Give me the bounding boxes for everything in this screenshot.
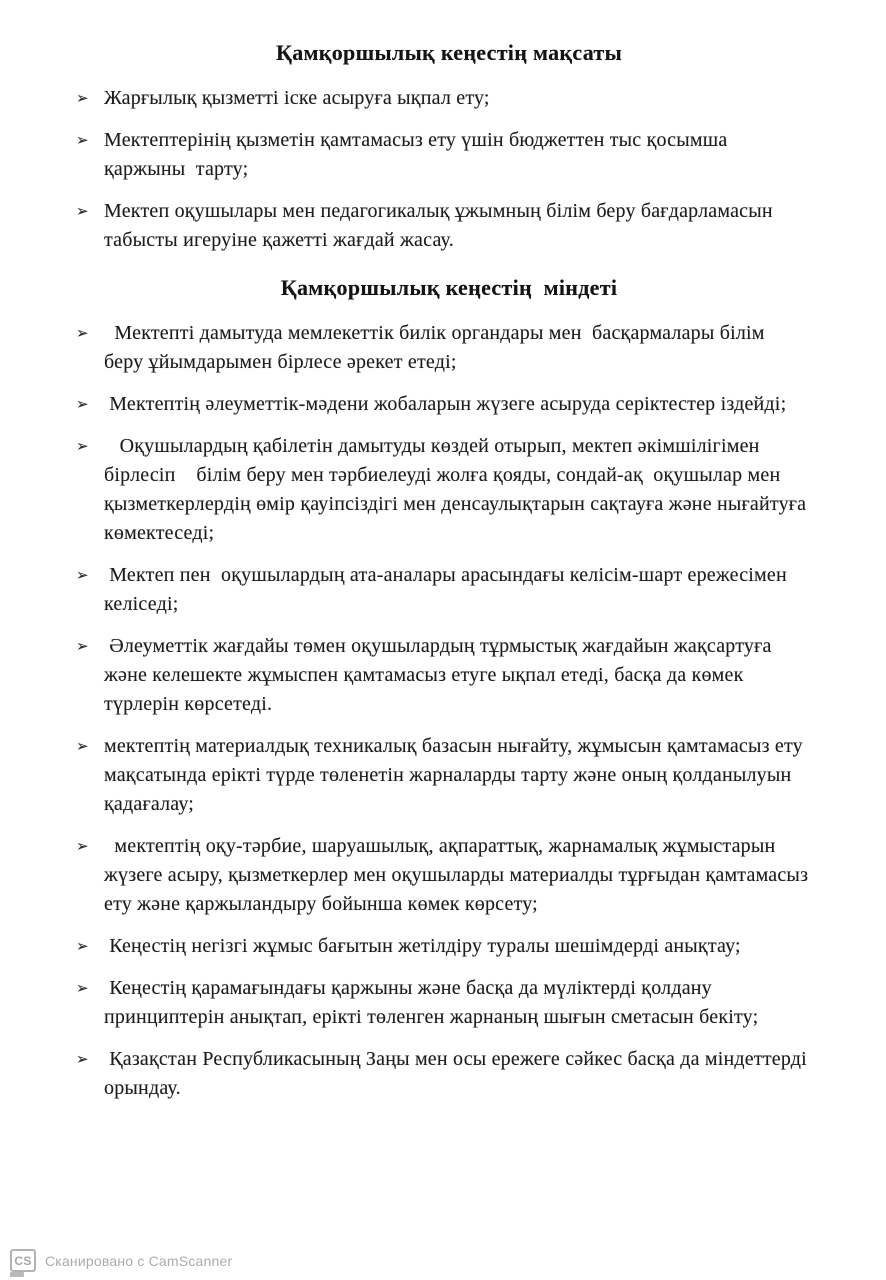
list-item-text: мектептің оқу-тәрбие, шаруашылық, ақпараттық, жарнамалық жұмыстарын жүзеге асыру, қызметкерлер мен оқушыларды материалды тұрғыдан қамтамасыз ету және қаржыландыру бойынша көмек көрсету; <box>104 835 814 915</box>
list-item <box>76 1045 822 1103</box>
list-item-text: мектептің материалдық техникалық базасын нығайту, жұмысын қамтамасыз ету мақсатында ерікті түрде төленетін жарналарды тарту және оның қолданылуын қадағалау; <box>104 735 809 815</box>
section-title-goal: Қамқоршылық кеңестің мақсаты <box>275 40 623 65</box>
arrow-bullet-icon: ➢ <box>76 937 89 955</box>
list-item <box>76 126 822 184</box>
section-title-duty: Қамқоршылық кеңестің міндеті <box>280 275 618 300</box>
list-item <box>76 732 822 819</box>
list-item-text: Мектептерінің қызметін қамтамасыз ету үшін бюджеттен тыс қосымша қаржыны тарту; <box>104 129 733 180</box>
list-item-text: Кеңестің қарамағындағы қаржыны және басқа да мүліктерді қолдану принциптерін анықтап, ерікті төленген жарнаның шығын сметасын бекіту; <box>104 977 759 1028</box>
arrow-bullet-icon: ➢ <box>76 979 89 997</box>
arrow-bullet-icon: ➢ <box>76 837 89 855</box>
arrow-bullet-icon: ➢ <box>76 737 89 755</box>
arrow-bullet-icon: ➢ <box>76 437 89 455</box>
arrow-bullet-icon: ➢ <box>76 1050 89 1068</box>
list-item-text: Әлеуметтік жағдайы төмен оқушылардың тұрмыстық жағдайын жақсартуға және келешекте жұмыспен қамтамасыз етуге ықпал етеді, басқа да көмек түрлерін көрсетеді. <box>104 635 777 715</box>
arrow-bullet-icon: ➢ <box>76 131 89 149</box>
list-item-text: Мектепті дамытуда мемлекеттік билік органдары мен басқармалары білім беру ұйымдарымен бірлесе әрекет етеді; <box>104 322 770 373</box>
list-item <box>76 832 822 919</box>
list-item <box>76 974 822 1032</box>
list-item-text: Оқушылардың қабілетін дамытуды көздей отырып, мектеп әкімшілігімен бірлесіп білім беру мен тәрбиелеуді жолға қояды, сондай-ақ оқушылар мен қызметкерлердің өмір қауіпсіздігі мен денсаулықтарын сақтауға және нығайтуға көмектеседі; <box>104 435 812 544</box>
arrow-bullet-icon: ➢ <box>76 395 89 413</box>
list-item-text: Мектеп пен оқушылардың ата-аналары арасындағы келісім-шарт ережесімен келіседі; <box>104 564 793 615</box>
list-item <box>76 197 822 255</box>
arrow-bullet-icon: ➢ <box>76 202 89 220</box>
camscanner-watermark <box>10 1249 232 1272</box>
arrow-bullet-icon: ➢ <box>76 637 89 655</box>
duty-bullet-list <box>76 319 822 1103</box>
camscanner-logo-label: CS <box>14 1253 32 1268</box>
list-item <box>76 319 822 377</box>
list-item <box>76 561 822 619</box>
goal-bullet-list <box>76 84 822 255</box>
list-item <box>76 932 822 961</box>
camscanner-watermark-text: Сканировано с CamScanner <box>45 1252 233 1269</box>
list-item-text: Кеңестің негізгі жұмыс бағытын жетілдіру туралы шешімдерді анықтау; <box>104 935 741 957</box>
list-item <box>76 390 822 419</box>
arrow-bullet-icon: ➢ <box>76 89 89 107</box>
list-item <box>76 84 822 113</box>
list-item-text: Мектеп оқушылары мен педагогикалық ұжымның білім беру бағдарламасын табысты игеруіне қажетті жағдай жасау. <box>104 200 778 251</box>
list-item-text: Қазақстан Республикасының Заңы мен осы ережеге сәйкес басқа да міндеттерді орындау. <box>104 1048 813 1099</box>
arrow-bullet-icon: ➢ <box>76 566 89 584</box>
camscanner-logo-base <box>10 1272 24 1277</box>
camscanner-logo-icon <box>10 1249 36 1272</box>
list-item-text: Мектептің әлеуметтік-мәдени жобаларын жүзеге асыруда серіктестер іздейді; <box>104 393 787 415</box>
list-item-text: Жарғылық қызметті іске асыруға ықпал ету; <box>104 87 490 109</box>
list-item <box>76 632 822 719</box>
arrow-bullet-icon: ➢ <box>76 324 89 342</box>
list-item <box>76 432 822 548</box>
